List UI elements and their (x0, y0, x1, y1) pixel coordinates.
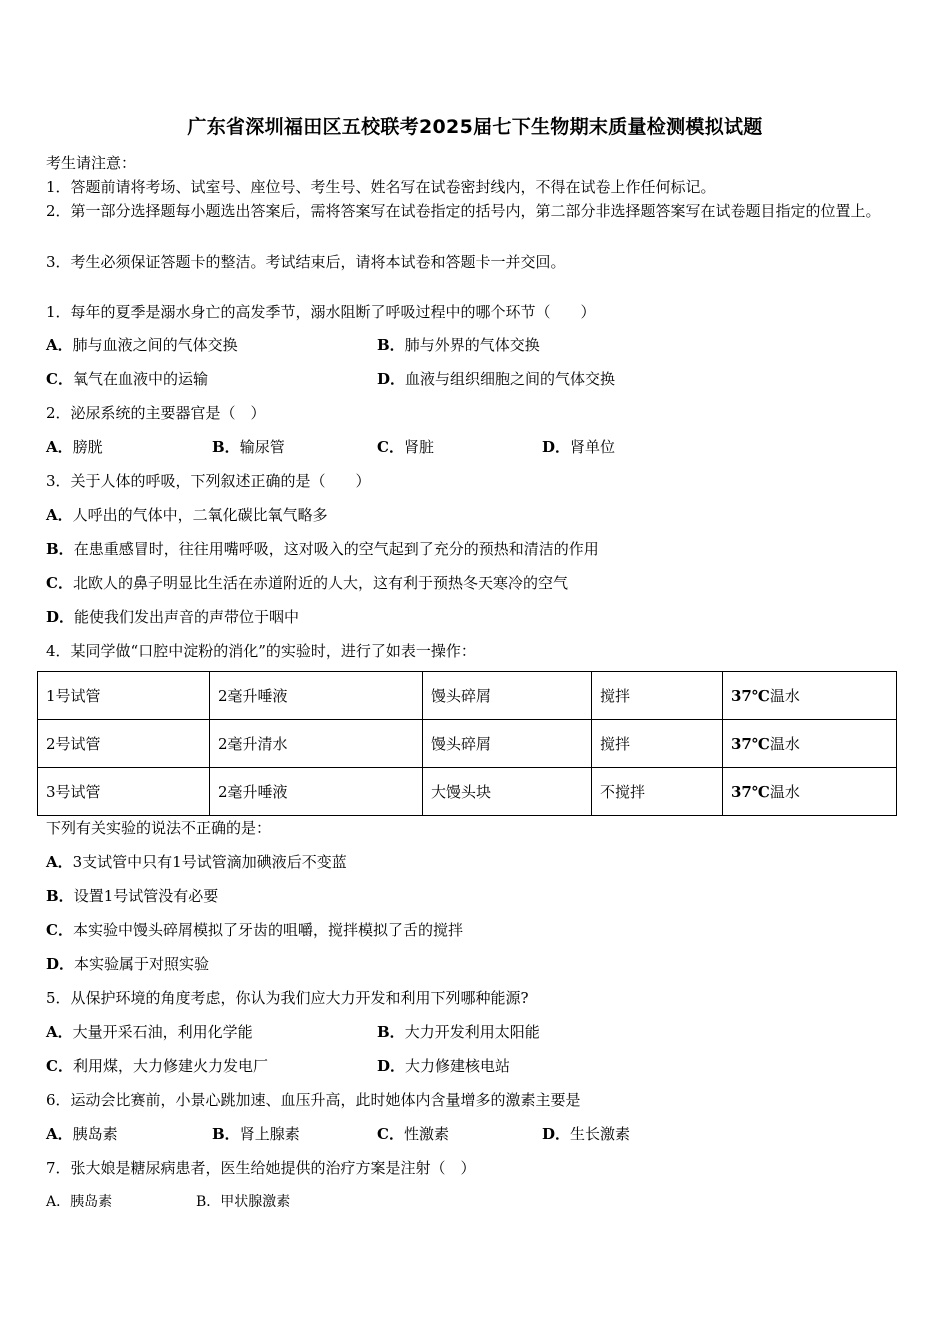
option-label: C． (377, 438, 404, 456)
option-text: 膀胱 (72, 438, 103, 456)
option-d (46, 607, 299, 627)
question-stem-5: 5．从保护环境的角度考虑，你认为我们应大力开发和利用下列哪种能源? (46, 989, 529, 1007)
option-label: D． (377, 370, 406, 388)
notice-item: 2．第一部分选择题每小题选出答案后，需将答案写在试卷指定的括号内，第二部分非选择题答案写在试卷题目指定的位置上。 (46, 202, 881, 220)
option-a (46, 852, 347, 872)
option-a (46, 505, 328, 525)
option-text: 大量开采石油，利用化学能 (72, 1023, 253, 1041)
option-c (46, 920, 463, 940)
option-text: 胰岛素 (70, 1194, 113, 1210)
option-d (377, 369, 615, 389)
option-text: 能使我们发出声音的声带位于咽中 (74, 608, 300, 626)
option-text: 胰岛素 (72, 1125, 118, 1143)
table-cell: 2毫升唾液 (210, 672, 423, 720)
temperature: 37℃ (731, 783, 770, 801)
option-label: A． (46, 1023, 73, 1041)
option-text: 3支试管中只有1号试管滴加碘液后不变蓝 (72, 853, 347, 871)
option-b (212, 1124, 300, 1144)
notice-heading: 考生请注意： (46, 154, 137, 172)
experiment-table (37, 671, 897, 816)
option-text: 大力修建核电站 (405, 1057, 511, 1075)
option-b (377, 1022, 540, 1042)
temperature-medium: 温水 (769, 783, 800, 801)
option-label: A． (46, 1125, 73, 1143)
option-label: A． (46, 853, 73, 871)
table-cell: 2毫升唾液 (210, 768, 423, 816)
option-label: C． (46, 1057, 73, 1075)
option-text: 设置1号试管没有必要 (73, 887, 219, 905)
option-text: 本实验中馒头碎屑模拟了牙齿的咀嚼，搅拌模拟了舌的搅拌 (72, 921, 463, 939)
option-text: 肾脏 (403, 438, 434, 456)
option-text: 在患重感冒时，往往用嘴呼吸，这对吸入的空气起到了充分的预热和清洁的作用 (73, 540, 599, 558)
option-text: 甲状腺激素 (220, 1194, 291, 1210)
table-cell: 3号试管 (38, 768, 210, 816)
table-cell: 大馒头块 (423, 768, 592, 816)
table-cell (723, 768, 897, 816)
option-text: 血液与组织细胞之间的气体交换 (405, 370, 616, 388)
option-label: D． (542, 1125, 571, 1143)
option-text: 氧气在血液中的运输 (72, 370, 208, 388)
option-label: B． (212, 1125, 240, 1143)
option-label: D． (46, 608, 75, 626)
option-b (196, 1192, 290, 1212)
page-title: 广东省深圳福田区五校联考2025届七下生物期末质量检测模拟试题 (187, 116, 763, 138)
option-text: 利用煤，大力修建火力发电厂 (72, 1057, 268, 1075)
option-b (46, 886, 218, 906)
notice-item: 1．答题前请将考场、试室号、座位号、考生号、姓名写在试卷密封线内，不得在试卷上作任何标记。 (46, 178, 716, 196)
table-cell: 搅拌 (592, 720, 723, 768)
table-row (38, 720, 897, 768)
option-label: B． (46, 887, 74, 905)
table-cell: 馒头碎屑 (423, 672, 592, 720)
option-label: B． (46, 540, 74, 558)
option-label: D． (542, 438, 571, 456)
option-a (46, 437, 103, 457)
question-stem-1: 1．每年的夏季是溺水身亡的高发季节，溺水阻断了呼吸过程中的哪个环节（ ） (46, 303, 596, 321)
table-cell: 搅拌 (592, 672, 723, 720)
table-cell: 1号试管 (38, 672, 210, 720)
option-c (377, 1124, 449, 1144)
table-cell (723, 672, 897, 720)
option-label: A． (46, 438, 73, 456)
option-label: A． (46, 336, 73, 354)
option-a (46, 335, 238, 355)
option-b (46, 539, 599, 559)
option-label: B． (196, 1194, 221, 1210)
question-follow-4: 下列有关实验的说法不正确的是： (46, 819, 272, 837)
option-text: 肺与血液之间的气体交换 (72, 336, 238, 354)
option-text: 输尿管 (239, 438, 285, 456)
table-cell (723, 720, 897, 768)
option-a (46, 1022, 253, 1042)
option-a (46, 1192, 112, 1212)
option-b (212, 437, 285, 457)
option-d (542, 1124, 630, 1144)
option-a (46, 1124, 118, 1144)
option-label: A． (46, 506, 73, 524)
option-text: 大力开发利用太阳能 (404, 1023, 540, 1041)
option-text: 肾上腺素 (239, 1125, 300, 1143)
table-cell: 馒头碎屑 (423, 720, 592, 768)
table-cell: 2号试管 (38, 720, 210, 768)
option-b (377, 335, 540, 355)
question-stem-6: 6．运动会比赛前，小景心跳加速、血压升高，此时她体内含量增多的激素主要是 (46, 1091, 581, 1109)
option-text: 肾单位 (570, 438, 616, 456)
option-c (377, 437, 434, 457)
table-cell: 不搅拌 (592, 768, 723, 816)
option-text: 本实验属于对照实验 (74, 955, 210, 973)
option-label: C． (46, 574, 73, 592)
option-d (377, 1056, 510, 1076)
temperature-medium: 温水 (769, 687, 800, 705)
table-row (38, 672, 897, 720)
option-label: B． (212, 438, 240, 456)
option-c (46, 573, 568, 593)
option-text: 肺与外界的气体交换 (404, 336, 540, 354)
question-stem-7: 7．张大娘是糖尿病患者，医生给她提供的治疗方案是注射（ ） (46, 1159, 476, 1177)
option-label: C． (46, 370, 73, 388)
option-label: D． (46, 955, 75, 973)
option-d (46, 954, 209, 974)
option-c (46, 1056, 268, 1076)
option-text: 性激素 (403, 1125, 449, 1143)
table-row (38, 768, 897, 816)
notice-item: 3．考生必须保证答题卡的整洁。考试结束后，请将本试卷和答题卡一并交回。 (46, 253, 566, 271)
table-cell: 2毫升清水 (210, 720, 423, 768)
option-label: C． (377, 1125, 404, 1143)
question-stem-4: 4．某同学做“口腔中淀粉的消化”的实验时，进行了如表一操作： (46, 642, 476, 660)
option-label: C． (46, 921, 73, 939)
question-stem-3: 3．关于人体的呼吸，下列叙述正确的是（ ） (46, 472, 371, 490)
option-c (46, 369, 208, 389)
option-text: 人呼出的气体中，二氧化碳比氧气略多 (72, 506, 328, 524)
temperature: 37℃ (731, 735, 770, 753)
temperature: 37℃ (731, 687, 770, 705)
option-text: 生长激素 (570, 1125, 631, 1143)
option-text: 北欧人的鼻子明显比生活在赤道附近的人大，这有利于预热冬天寒冷的空气 (72, 574, 568, 592)
option-label: B． (377, 336, 405, 354)
option-d (542, 437, 615, 457)
question-stem-2: 2．泌尿系统的主要器官是（ ） (46, 404, 266, 422)
option-label: A． (46, 1194, 71, 1210)
temperature-medium: 温水 (769, 735, 800, 753)
option-label: D． (377, 1057, 406, 1075)
option-label: B． (377, 1023, 405, 1041)
